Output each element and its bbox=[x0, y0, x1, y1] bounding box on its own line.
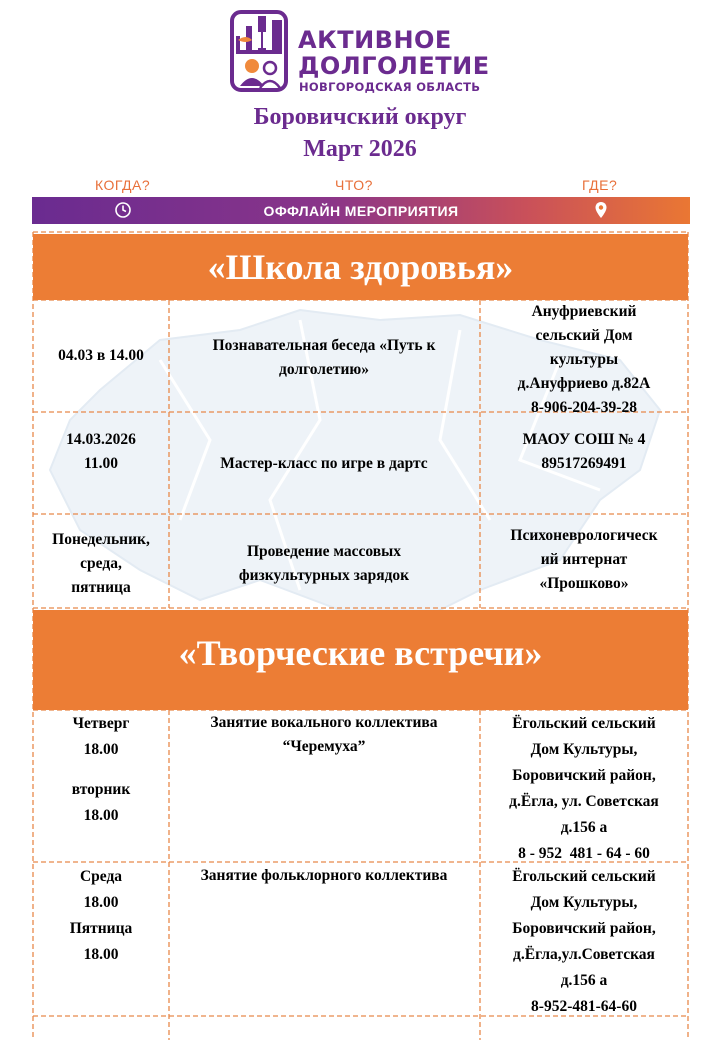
when-line: 18.00 bbox=[83, 946, 119, 963]
where-line: Психоневрологическ bbox=[510, 527, 658, 544]
logo-emblem-icon bbox=[228, 10, 290, 92]
what-line: Познавательная беседа «Путь к bbox=[212, 337, 436, 354]
event-when bbox=[34, 711, 168, 829]
event-where bbox=[484, 300, 684, 420]
where-line: культуры bbox=[549, 351, 619, 368]
event-what bbox=[172, 334, 476, 382]
when-line: Пятница bbox=[69, 920, 133, 937]
what-line: Занятие фольклорного коллектива bbox=[200, 867, 448, 884]
where-line: ий интернат bbox=[540, 551, 628, 568]
event-when bbox=[34, 864, 168, 968]
where-line: Дом Культуры, bbox=[530, 894, 638, 911]
event-what bbox=[172, 864, 476, 888]
event-where bbox=[484, 711, 684, 867]
where-line: 89517269491 bbox=[541, 455, 627, 472]
what-label: ЧТО? bbox=[335, 177, 373, 193]
what-line: Мастер-класс по игре в дартс bbox=[220, 455, 428, 472]
what-line: Занятие вокального коллектива bbox=[210, 714, 438, 731]
event-where bbox=[484, 864, 684, 1020]
where-line: Боровичский район, bbox=[512, 920, 656, 937]
event-when bbox=[34, 344, 168, 368]
when-label: КОГДА? bbox=[95, 177, 151, 193]
where-line: Ануфриевский bbox=[531, 303, 637, 320]
where-line: д.Ёгла,ул.Советская bbox=[513, 946, 655, 963]
district-title: Боровичский округ bbox=[253, 104, 467, 130]
when-line: вторник bbox=[71, 781, 131, 798]
where-line: Дом Культуры, bbox=[530, 741, 638, 758]
event-where bbox=[484, 524, 684, 596]
where-line: д.Ёгла, ул. Советская bbox=[509, 793, 659, 810]
when-line: среда, bbox=[80, 555, 122, 572]
where-line: Ёгольский сельский bbox=[512, 715, 656, 732]
when-line: 18.00 bbox=[83, 894, 119, 911]
where-line: 8 - 952 481 - 64 - 60 bbox=[518, 845, 650, 862]
month-title: Март 2026 bbox=[303, 136, 417, 162]
where-line: «Прошково» bbox=[539, 575, 629, 592]
event-what bbox=[172, 540, 476, 588]
where-line: д.156 а bbox=[560, 972, 608, 989]
where-line: 8-906-204-39-28 bbox=[531, 399, 637, 416]
when-line: 18.00 bbox=[83, 741, 119, 758]
where-line: д.Ануфриево д.82А bbox=[517, 375, 651, 392]
logo-title-line1: АКТИВНОЕ bbox=[298, 26, 452, 54]
offline-events-banner bbox=[32, 197, 690, 224]
where-line: МАОУ СОШ № 4 bbox=[522, 431, 646, 448]
where-line: 8-952-481-64-60 bbox=[531, 998, 637, 1015]
event-when bbox=[34, 528, 168, 600]
logo bbox=[228, 8, 498, 94]
event-what bbox=[172, 711, 476, 759]
event-what bbox=[172, 452, 476, 476]
logo-subtitle: НОВГОРОДСКАЯ ОБЛАСТЬ bbox=[299, 80, 481, 94]
logo-title-line2: ДОЛГОЛЕТИЕ bbox=[298, 52, 490, 80]
when-line: 18.00 bbox=[83, 807, 119, 824]
where-label: ГДЕ? bbox=[582, 177, 618, 193]
what-line: “Черемуха” bbox=[282, 738, 366, 755]
when-line: 11.00 bbox=[83, 455, 119, 472]
what-line: долголетию» bbox=[279, 361, 369, 378]
what-line: физкультурных зарядок bbox=[238, 567, 410, 584]
where-line: сельский Дом bbox=[535, 327, 633, 344]
where-line: Ёгольский сельский bbox=[512, 868, 656, 885]
event-where bbox=[484, 428, 684, 476]
location-pin-icon bbox=[594, 201, 608, 219]
where-line: д.156 а bbox=[560, 819, 608, 836]
when-spacer bbox=[34, 763, 168, 777]
when-line: 14.03.2026 bbox=[66, 431, 136, 448]
section-title-creative-meetings: «Творческие встречи» bbox=[33, 610, 688, 710]
when-line: Среда bbox=[79, 868, 123, 885]
what-line: Проведение массовых bbox=[247, 543, 401, 560]
when-line: Четверг bbox=[72, 715, 130, 732]
banner-text: ОФФЛАЙН МЕРОПРИЯТИЯ bbox=[263, 203, 459, 219]
section-title-health-school: «Школа здоровья» bbox=[33, 234, 688, 300]
when-line: Понедельник, bbox=[52, 531, 150, 548]
when-line: пятница bbox=[71, 579, 131, 596]
where-line: Боровичский район, bbox=[512, 767, 656, 784]
when-line: 04.03 в 14.00 bbox=[58, 347, 144, 364]
event-when bbox=[34, 428, 168, 476]
